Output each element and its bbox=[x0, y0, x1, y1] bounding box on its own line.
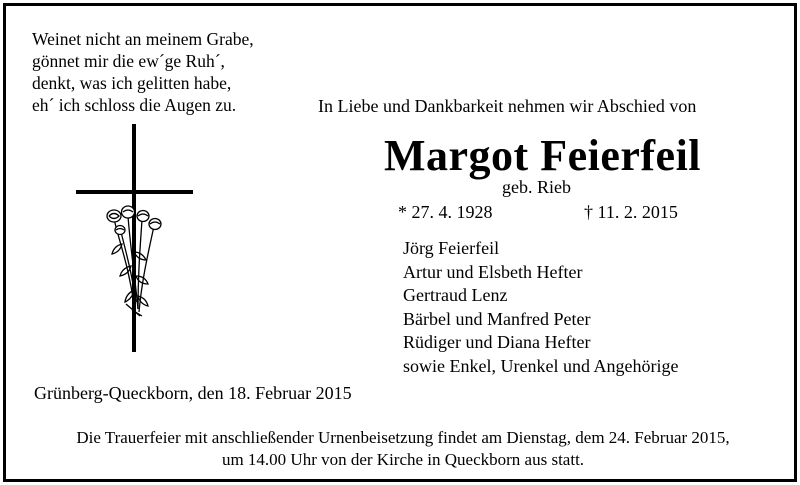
poem-line: denkt, was ich gelitten habe, bbox=[32, 73, 232, 93]
poem-line: Weinet nicht an meinem Grabe, bbox=[32, 29, 254, 49]
intro-text: In Liebe und Dankbarkeit nehmen wir Abschied von bbox=[318, 96, 697, 116]
mourner: Jörg Feierfeil bbox=[403, 238, 500, 258]
cross-with-flowers-icon bbox=[76, 124, 201, 354]
mourner: Artur und Elsbeth Hefter bbox=[403, 261, 583, 282]
obituary-frame bbox=[3, 3, 797, 482]
poem bbox=[32, 28, 254, 116]
mourners-list bbox=[403, 237, 678, 378]
mourner: sowie Enkel, Urenkel und Angehörige bbox=[403, 355, 679, 376]
birth-date: * 27. 4. 1928 bbox=[398, 202, 493, 222]
mourner: Bärbel und Manfred Peter bbox=[403, 308, 591, 329]
mourner: Gertraud Lenz bbox=[403, 285, 508, 305]
poem-line: eh´ ich schloss die Augen zu. bbox=[32, 95, 237, 115]
poem-line: gönnet mir die ew´ge Ruh´, bbox=[32, 51, 225, 71]
death-date: † 11. 2. 2015 bbox=[584, 202, 678, 222]
birth-name: geb. Rieb bbox=[502, 177, 571, 197]
funeral-line: um 14.00 Uhr von der Kirche in Queckborn aus statt. bbox=[221, 450, 585, 469]
funeral-notice bbox=[6, 427, 800, 471]
funeral-line: Die Trauerfeier mit anschließender Urnenbeisetzung findet am Dienstag, dem 24. Februar 2015, bbox=[76, 428, 730, 447]
place-and-date: Grünberg-Queckborn, den 18. Februar 2015 bbox=[34, 383, 352, 403]
mourner: Rüdiger und Diana Hefter bbox=[403, 332, 591, 352]
deceased-name: Margot Feierfeil bbox=[384, 131, 702, 180]
